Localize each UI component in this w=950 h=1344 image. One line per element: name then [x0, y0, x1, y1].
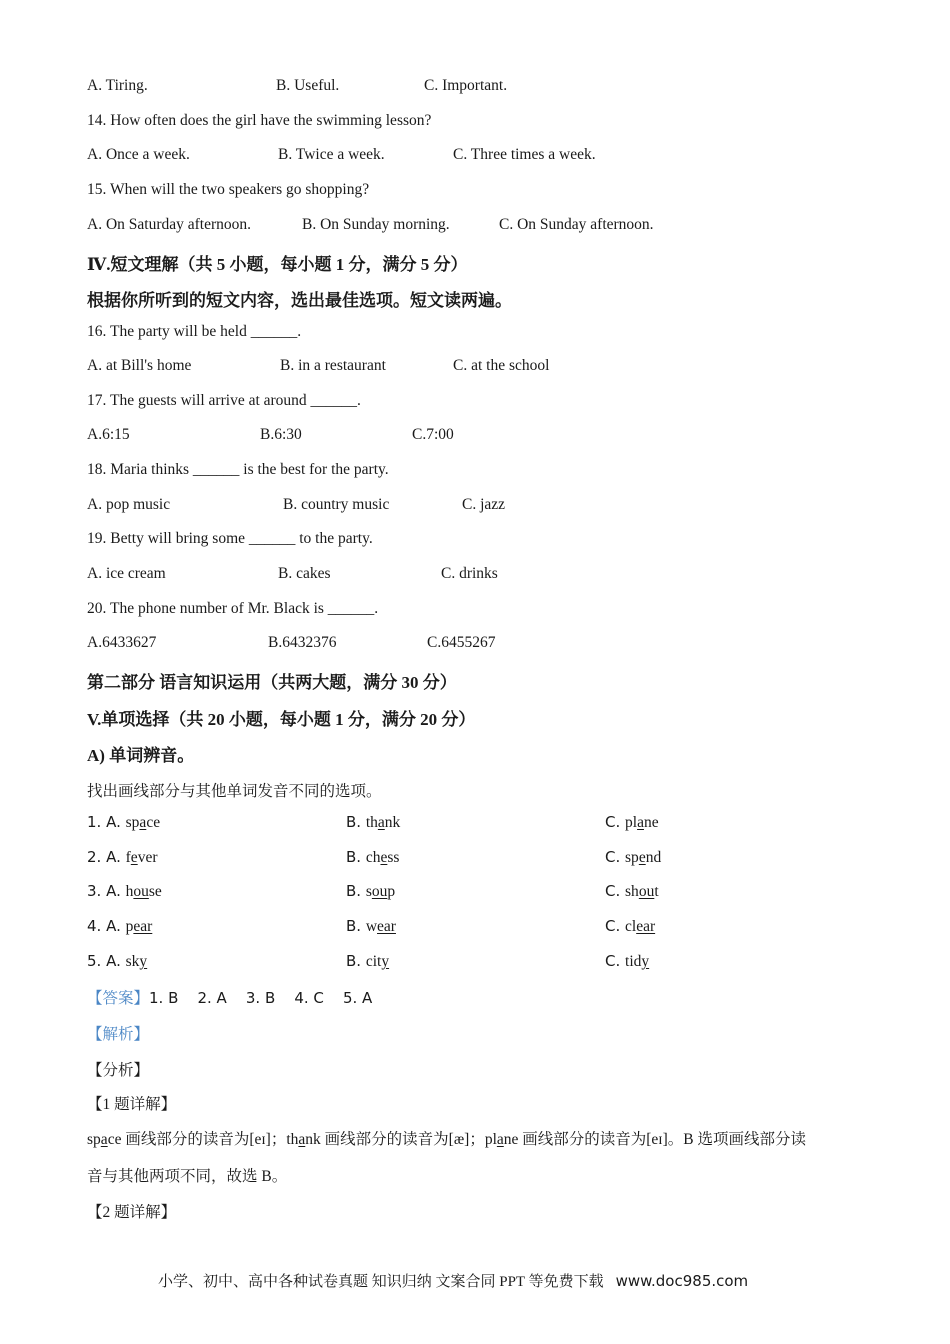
section-4-title: Ⅳ.短文理解（共 5 小题，每小题 1 分，满分 5 分） [87, 255, 468, 274]
q16-stem: 16. The party will be held ______. [87, 323, 302, 340]
q19-option-a: A. ice cream [87, 565, 166, 582]
q15-option-a: A. On Saturday afternoon. [87, 216, 251, 233]
phonics-item-1-b: B. thank [346, 813, 401, 831]
q20-option-c: C.6455267 [427, 634, 496, 651]
q20-option-b: B.6432376 [268, 634, 337, 651]
section-5-title: V.单项选择（共 20 小题，每小题 1 分，满分 20 分） [87, 710, 476, 729]
part-2-title: 第二部分 语言知识运用（共两大题，满分 30 分） [87, 673, 457, 692]
q17-option-a: A.6:15 [87, 426, 130, 443]
q20-stem: 20. The phone number of Mr. Black is ______. [87, 600, 379, 617]
q17-option-c: C.7:00 [412, 426, 454, 443]
phonics-item-1-c: C. plane [605, 813, 659, 831]
q14-stem: 14. How often does the girl have the swimming lesson? [87, 112, 432, 129]
phonics-item-5-c: C. tidy [605, 952, 650, 970]
phonics-item-3-b: B. soup [346, 882, 396, 900]
section-5-sub-a: A) 单词辨音。 [87, 746, 195, 765]
q13-option-b: B. Useful. [276, 77, 340, 94]
detail-1-text-line-2: 音与其他两项不同，故选 B。 [87, 1168, 288, 1185]
phonics-item-1-a: 1. A. space [87, 813, 161, 831]
q17-stem: 17. The guests will arrive at around ______. [87, 392, 361, 409]
q14-option-c: C. Three times a week. [453, 146, 596, 163]
phonics-item-5-b: B. city [346, 952, 390, 970]
answer-label: 【答案】 [87, 990, 150, 1007]
footer-url[interactable]: www.doc985.com [615, 1272, 749, 1290]
q18-stem: 18. Maria thinks ______ is the best for the party. [87, 461, 389, 478]
phonics-item-5-a: 5. A. sky [87, 952, 148, 970]
phonics-item-2-a: 2. A. fever [87, 848, 158, 866]
q16-option-a: A. at Bill's home [87, 357, 192, 374]
phonics-item-3-c: C. shout [605, 882, 659, 900]
q13-option-a: A. Tiring. [87, 77, 148, 94]
section-4-instruction: 根据你所听到的短文内容，选出最佳选项。短文读两遍。 [87, 291, 512, 310]
q14-option-a: A. Once a week. [87, 146, 190, 163]
phonics-item-3-a: 3. A. house [87, 882, 162, 900]
q16-option-b: B. in a restaurant [280, 357, 386, 374]
q20-option-a: A.6433627 [87, 634, 157, 651]
q18-option-b: B. country music [283, 496, 390, 513]
q17-option-b: B.6:30 [260, 426, 302, 443]
footer-text: 小学、初中、高中各种试卷真题 知识归纳 文案合同 PPT 等免费下载 [158, 1274, 604, 1290]
phonics-item-4-b: B. wear [346, 917, 396, 935]
q14-option-b: B. Twice a week. [278, 146, 385, 163]
q18-option-a: A. pop music [87, 496, 171, 513]
answer-text: 1. B 2. A 3. B 4. C 5. A [149, 989, 373, 1007]
fenxi-label: 【分析】 [87, 1062, 150, 1079]
page-footer [158, 1270, 748, 1291]
detail-2-label: 【2 题详解】 [87, 1204, 177, 1221]
detail-1-text-line-1: space 画线部分的读音为[eɪ]；thank 画线部分的读音为[æ]；plane 画线部分的读音为[eɪ]。B 选项画线部分读 [87, 1131, 806, 1148]
detail-1-label: 【1 题详解】 [87, 1096, 177, 1113]
q18-option-c: C. jazz [462, 496, 506, 513]
phonics-item-4-a: 4. A. pear [87, 917, 153, 935]
phonics-item-4-c: C. clear [605, 917, 656, 935]
phonics-item-2-c: C. spend [605, 848, 662, 866]
answer-line [87, 986, 372, 1008]
section-5-instruction: 找出画线部分与其他单词发音不同的选项。 [87, 783, 382, 800]
phonics-item-2-b: B. chess [346, 848, 400, 866]
q13-option-c: C. Important. [424, 77, 508, 94]
q19-stem: 19. Betty will bring some ______ to the party. [87, 530, 373, 547]
q19-option-c: C. drinks [441, 565, 498, 582]
analysis-label: 【解析】 [87, 1026, 150, 1043]
q16-option-c: C. at the school [453, 357, 550, 374]
q19-option-b: B. cakes [278, 565, 331, 582]
q15-option-b: B. On Sunday morning. [302, 216, 450, 233]
q15-option-c: C. On Sunday afternoon. [499, 216, 654, 233]
q15-stem: 15. When will the two speakers go shopping? [87, 181, 370, 198]
